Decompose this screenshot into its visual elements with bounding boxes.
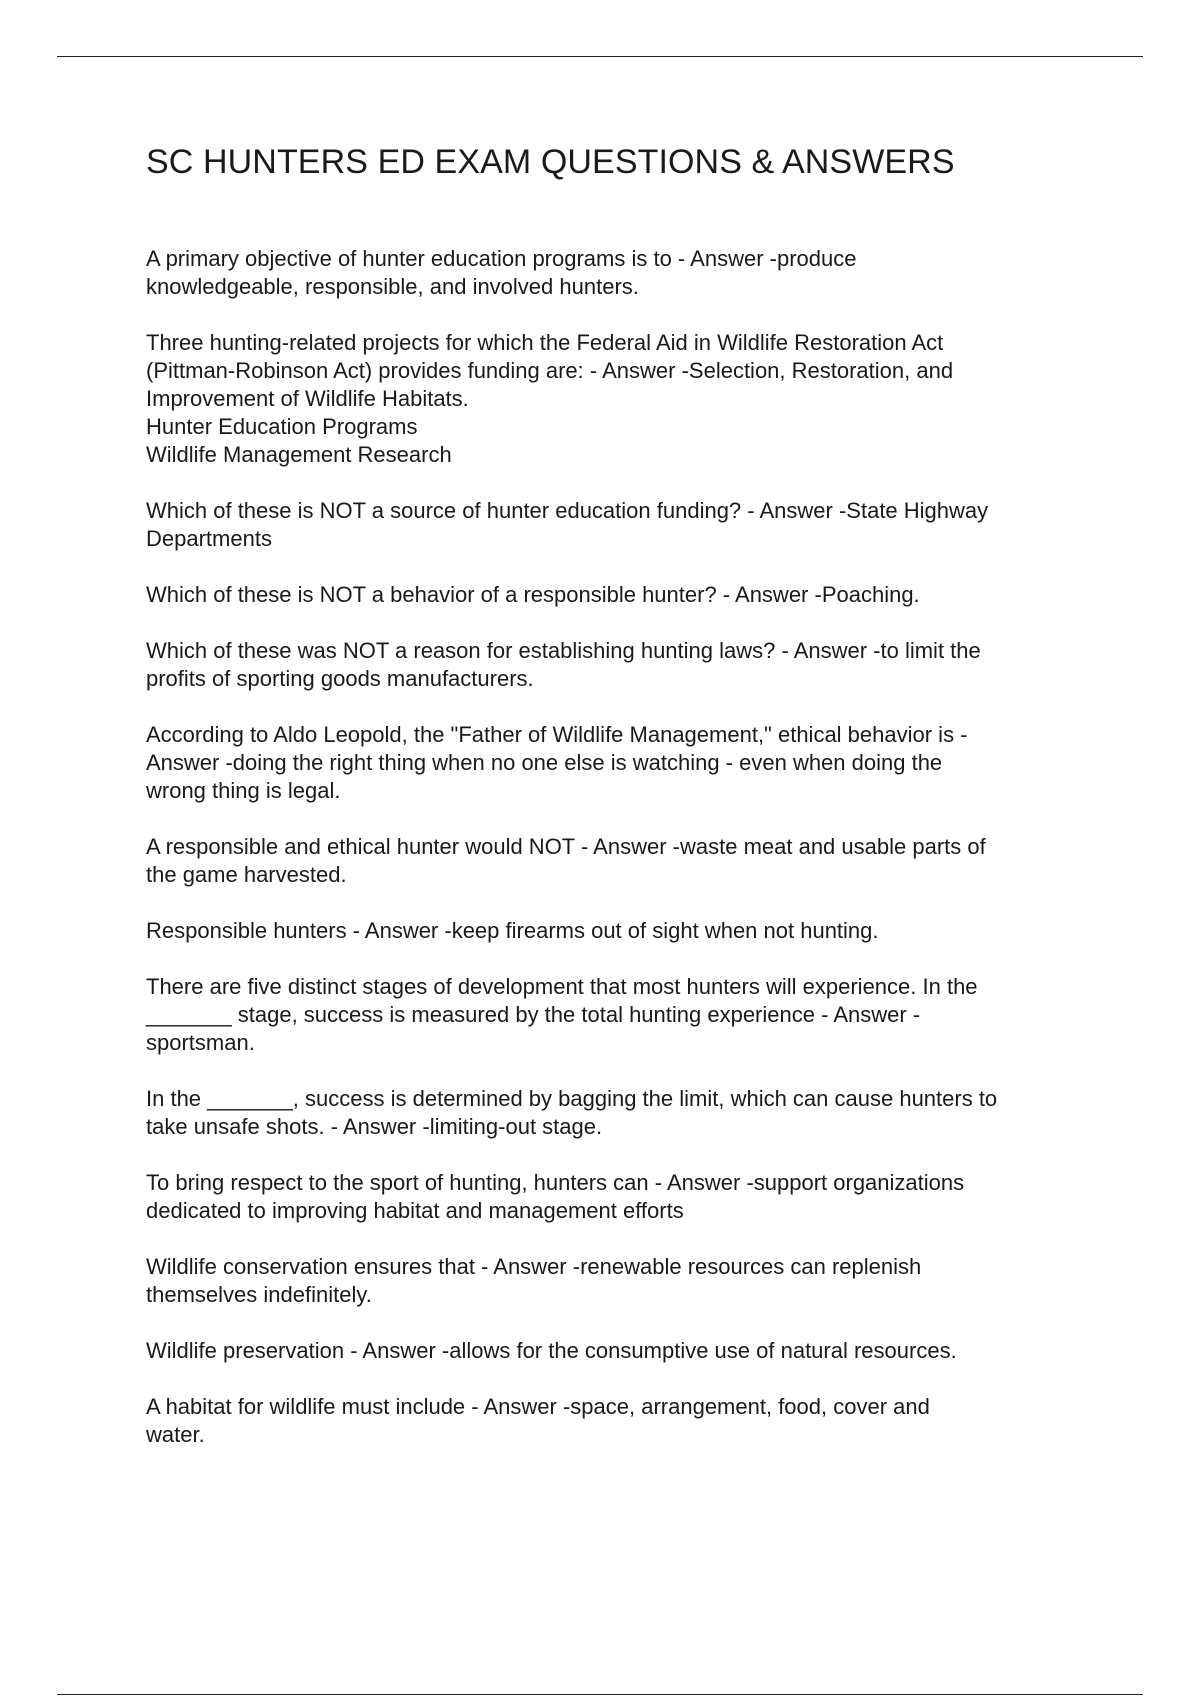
qa-line: There are five distinct stages of development that most hunters will experience. In the	[146, 973, 978, 999]
qa-item	[146, 1337, 1096, 1365]
qa-line: Answer -doing the right thing when no one else is watching - even when doing the	[146, 749, 943, 775]
top-rule	[57, 56, 1143, 57]
qa-line: In the _______, success is determined by bagging the limit, which can cause hunters to	[146, 1085, 998, 1111]
qa-line: Wildlife Management Research	[146, 441, 452, 467]
qa-line: Wildlife conservation ensures that - Answer -renewable resources can replenish	[146, 1253, 922, 1279]
qa-line: take unsafe shots. - Answer -limiting-out stage.	[146, 1113, 603, 1139]
qa-line: water.	[146, 1421, 205, 1447]
qa-line: Which of these is NOT a source of hunter education funding? - Answer -State Highway	[146, 497, 989, 523]
qa-line: According to Aldo Leopold, the "Father of Wildlife Management," ethical behavior is -	[146, 721, 968, 747]
qa-item	[146, 917, 1096, 945]
qa-item	[146, 1253, 1096, 1309]
qa-line: Hunter Education Programs	[146, 413, 418, 439]
qa-item	[146, 833, 1096, 889]
qa-item	[146, 1085, 1096, 1141]
qa-line: Which of these is NOT a behavior of a responsible hunter? - Answer -Poaching.	[146, 581, 920, 607]
qa-item	[146, 497, 1096, 553]
qa-item	[146, 245, 1096, 301]
qa-line: To bring respect to the sport of hunting, hunters can - Answer -support organizations	[146, 1169, 965, 1195]
qa-line: dedicated to improving habitat and management efforts	[146, 1197, 684, 1223]
qa-line: _______ stage, success is measured by the total hunting experience - Answer -	[146, 1001, 921, 1027]
qa-line: Wildlife preservation - Answer -allows for the consumptive use of natural resources.	[146, 1337, 957, 1363]
qa-item	[146, 721, 1096, 805]
qa-line: profits of sporting goods manufacturers.	[146, 665, 534, 691]
qa-line: Improvement of Wildlife Habitats.	[146, 385, 469, 411]
qa-item	[146, 1169, 1096, 1225]
qa-item	[146, 973, 1096, 1057]
qa-item	[146, 581, 1096, 609]
qa-line: Three hunting-related projects for which the Federal Aid in Wildlife Restoration Act	[146, 329, 944, 355]
qa-item	[146, 637, 1096, 693]
qa-line: themselves indefinitely.	[146, 1281, 372, 1307]
qa-item	[146, 1393, 1096, 1449]
qa-line: Responsible hunters - Answer -keep firearms out of sight when not hunting.	[146, 917, 879, 943]
qa-line: A primary objective of hunter education programs is to - Answer -produce	[146, 245, 857, 271]
qa-line: Departments	[146, 525, 272, 551]
qa-line: Which of these was NOT a reason for establishing hunting laws? - Answer -to limit the	[146, 637, 981, 663]
document-content	[146, 142, 1096, 1477]
qa-line: sportsman.	[146, 1029, 255, 1055]
qa-line: knowledgeable, responsible, and involved hunters.	[146, 273, 639, 299]
qa-item	[146, 329, 1096, 469]
document-title: SC HUNTERS ED EXAM QUESTIONS & ANSWERS	[146, 143, 955, 181]
qa-line: the game harvested.	[146, 861, 347, 887]
qa-line: A responsible and ethical hunter would NOT - Answer -waste meat and usable parts of	[146, 833, 986, 859]
qa-line: A habitat for wildlife must include - Answer -space, arrangement, food, cover and	[146, 1393, 930, 1419]
bottom-rule	[57, 1694, 1143, 1695]
qa-line: (Pittman-Robinson Act) provides funding are: - Answer -Selection, Restoration, and	[146, 357, 954, 383]
qa-line: wrong thing is legal.	[146, 777, 341, 803]
qa-list	[146, 245, 1096, 1449]
